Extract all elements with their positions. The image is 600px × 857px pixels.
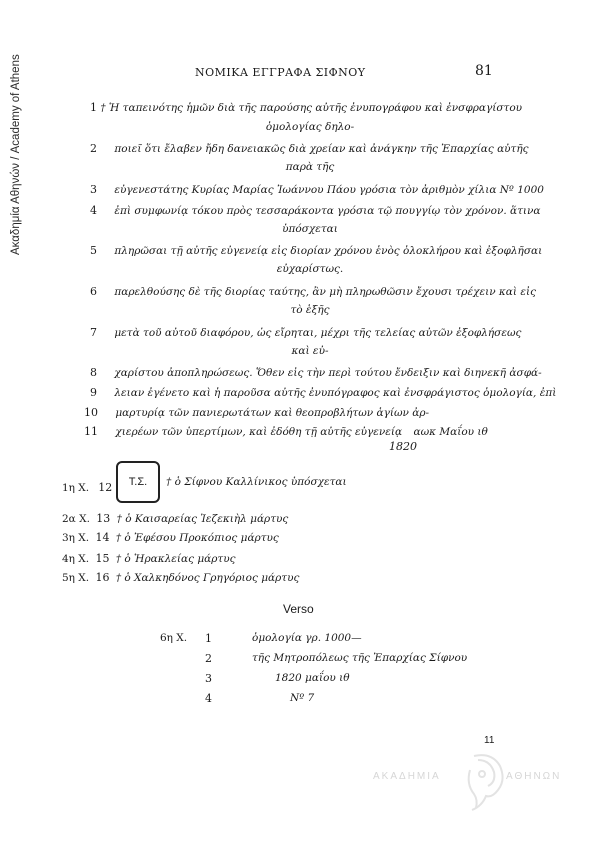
verso-line-number: 1 [205,632,212,645]
verso-heading: Verso [283,602,314,616]
line-2-continuation: παρὰ τῆς [285,161,335,173]
line-number: 7 [90,326,97,339]
signature-text: † ὁ Σίφνου Καλλίνικος ὑπόσχεται [166,476,347,488]
line-text: παρελθούσης δὲ τῆς διορίας ταύτης, ἂν μὴ πληρωθῶσιν ἔχουσι τρέχειν καὶ εἰς [114,286,536,298]
watermark-left: ΑΚΑΔΗΜΙΑ [373,771,441,782]
hand-label: 2α Χ. [62,513,90,525]
line-number: 2 [90,142,97,155]
line-1 [90,101,522,114]
line-text: εὐγενεστάτης Κυρίας Μαρίας Ἰωάννου Πάου γρόσια τὸν ἀριθμὸν χίλια Nº 1000 [114,184,544,196]
line-number: 11 [84,425,98,438]
verso-line-number: 4 [205,692,212,705]
line-text: ἐπὶ συμφωνίᾳ τόκου πρὸς τεσσαράκοντα γρόσια τῷ πουγγίῳ τὸν χρόνον. ἅτινα [114,205,541,217]
signature-line [62,512,288,525]
line-6 [90,285,536,298]
line-text: χιερέων τῶν ὑπερτίμων, καὶ ἐδόθη τῇ αὐτῆς εὐγενείᾳ [115,426,403,438]
hand-label: 4η Χ. [62,553,90,565]
line-3 [90,183,544,196]
signature-text: † ὁ Καισαρείας Ἰεζεκιὴλ μάρτυς [116,513,289,525]
line-text: πληρῶσαι τῇ αὐτῆς εὐγενείᾳ εἰς διορίαν χρόνου ἑνὸς ὁλοκλήρου καὶ ἐξοφλῆσαι [114,245,543,257]
line-text: † Ἡ ταπεινότης ἡμῶν διὰ τῆς παρούσης αὐτῆς ἐνυπογράφου καὶ ἐνσφραγίστου [100,102,523,114]
line-5-continuation: εὐχαρίστως. [276,263,344,275]
line-text: ποιεῖ ὅτι ἔλαβεν ἤδη δανειακῶς διὰ χρείαν καὶ ἀνάγκην τῆς Ἐπαρχίας αὐτῆς [114,143,529,155]
line-number: 10 [84,406,98,419]
line-11 [84,425,488,438]
line-number: 6 [90,285,97,298]
page-number: 81 [475,63,493,79]
signature-text: † ὁ Χαλκηδόνος Γρηγόριος μάρτυς [115,572,300,584]
line-4-continuation: ὑπόσχεται [282,223,338,235]
line-text: χαρίστου ἀποπληρώσεως. Ὅθεν εἰς τὴν περὶ τούτου ἔνδειξιν καὶ διηνεκῆ ἀσφά- [114,367,542,379]
line-1-continuation: ὁμολογίας δηλο- [265,121,355,133]
watermark [373,771,573,782]
line-year: 1820 [389,440,417,453]
signature-text: † ὁ Ἐφέσου Προκόπιος μάρτυς [115,532,279,544]
signature-text: † ὁ Ἡρακλείας μάρτυς [115,553,236,565]
verso-line-number: 2 [205,652,212,665]
hand-label: 5η Χ. [62,572,90,584]
line-9 [90,386,556,399]
line-number: 13 [96,512,111,525]
line-text: μαρτυρίᾳ τῶν πανιερωτάτων καὶ θεοπροβλήτων ἁγίων ἀρ- [115,407,430,419]
verso-line-text: 1820 μαΐου ιθ [275,672,350,684]
hand-label: 1η Χ. [62,482,90,494]
verso-line-text: ὁμολογία γρ. 1000— [252,632,362,644]
line-date: αωκ Μαΐου ιθ [413,426,488,438]
line-7-continuation: καὶ εὐ- [291,345,329,357]
line-8 [90,366,542,379]
watermark-right: ΑΘΗΝΩΝ [506,771,562,782]
line-number: 3 [90,183,97,196]
line-text: λειαν ἐγένετο καὶ ἡ παροῦσα αὐτῆς ἐνυπόγραφος καὶ ἐνσφράγιστος ὁμολογία, ἐπὶ [114,387,557,399]
line-number: 12 [98,481,113,494]
line-number: 1 [90,101,97,114]
footer-number: 11 [484,735,495,746]
line-7 [90,326,521,339]
verso-line-text: Nº 7 [290,692,315,704]
signature-line [62,476,112,495]
seal-box: Τ.Σ. [116,461,160,503]
line-number: 5 [90,244,97,257]
line-number: 16 [95,571,110,584]
signature-line [62,531,279,544]
line-2 [90,142,529,155]
line-6-continuation: τὸ ἑξῆς [290,304,330,316]
running-header-title: ΝΟΜΙΚΑ ΕΓΓΡΑΦΑ ΣΙΦΝΟΥ [195,66,366,79]
line-4 [90,204,541,217]
academy-seal-icon [452,750,512,818]
line-number: 9 [90,386,97,399]
signature-line [62,552,236,565]
line-number: 4 [90,204,97,217]
verso-line-number: 3 [205,672,212,685]
verso-hand-label: 6η Χ. [160,632,188,644]
line-number: 14 [95,531,110,544]
line-number: 15 [95,552,110,565]
line-number: 8 [90,366,97,379]
line-10 [84,406,429,419]
verso-line-text: τῆς Μητροπόλεως τῆς Ἐπαρχίας Σίφνου [252,652,468,664]
line-5 [90,244,542,257]
signature-line [62,571,299,584]
line-text: μετὰ τοῦ αὐτοῦ διαφόρου, ὡς εἴρηται, μέχρι τῆς τελείας αὐτῶν ἐξοφλήσεως [114,327,522,339]
side-credit: Ακαδημία Αθηνών / Academy of Athens [10,54,22,255]
hand-label: 3η Χ. [62,532,90,544]
